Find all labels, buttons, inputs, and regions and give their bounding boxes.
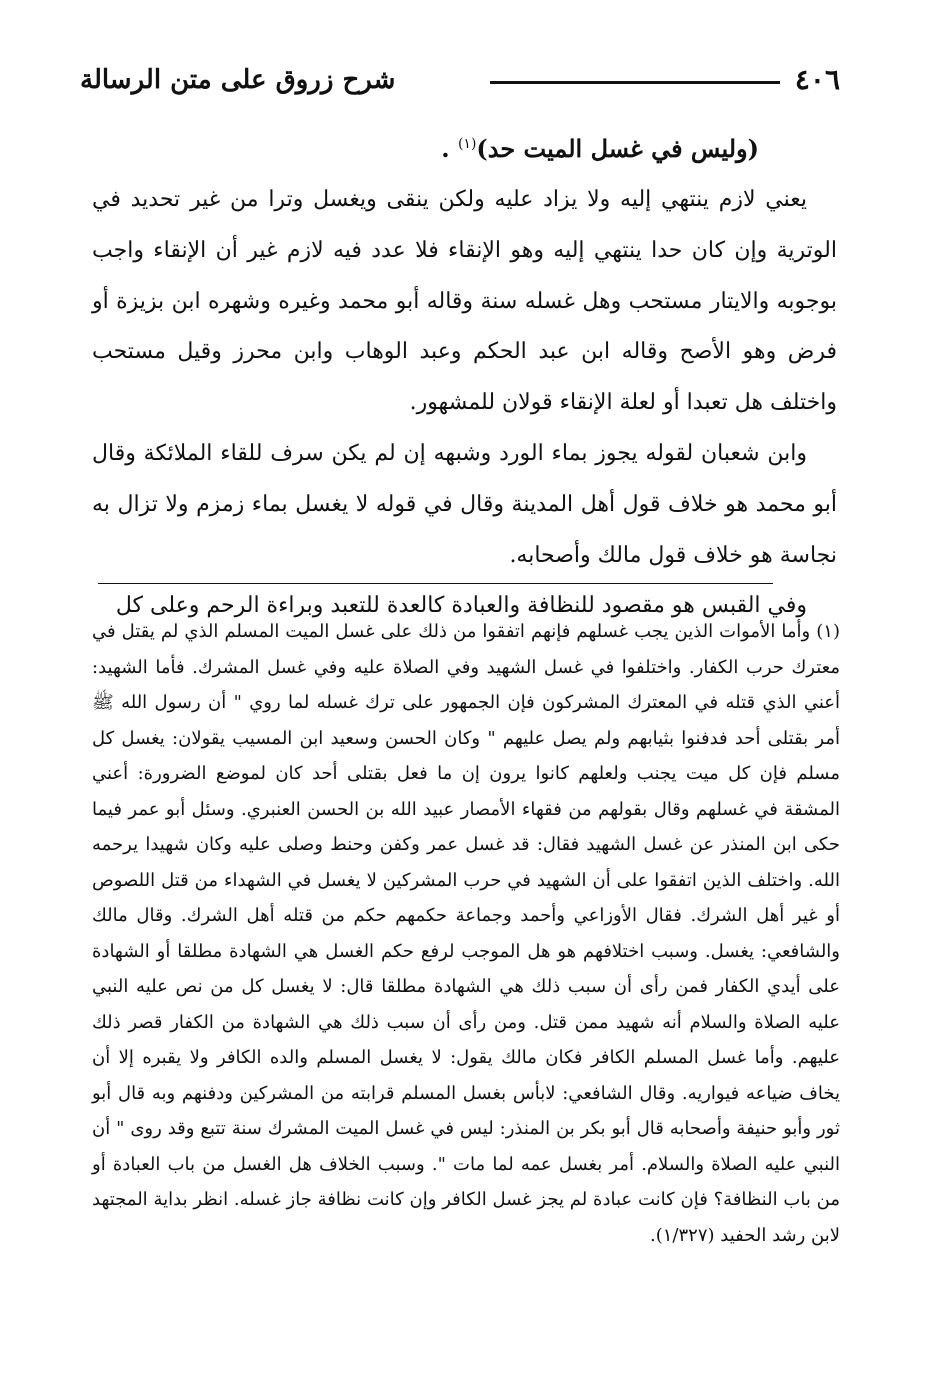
footnote-marker: (١) (816, 621, 840, 642)
running-title: شرح زروق على متن الرسالة (80, 65, 396, 95)
paragraph-2: وابن شعبان لقوله يجوز بماء الورد وشبهه إن لم يكن سرف للقاء الملائكة وقال أبو محمد هو خلاف قول أهل المدينة وقال في قوله لا يغسل بماء زمزم ولا تزال به نجاسة هو خلاف قول مالك وأصحابه. (92, 440, 837, 568)
main-text (92, 118, 837, 632)
heading-end: . (441, 134, 450, 163)
footnote (92, 614, 840, 1253)
paragraph-3: وفي القبس هو مقصود للنظافة والعبادة كالعدة للتعبد وبراءة الرحم وعلى كل (115, 593, 807, 619)
footnote-divider (98, 583, 773, 584)
header-rule (490, 81, 780, 84)
heading-footnote-ref: (١) (457, 136, 477, 152)
page-number: ٤٠٦ (794, 63, 840, 96)
footnote-text: وأما الأموات الذين يجب غسلهم فإنهم اتفقوا من ذلك على غسل الميت المسلم الذي لم يقتل في معترك حرب الكفار. واختلفوا في غسل الشهيد وفي الصلاة عليه وفي غسل المشرك. فأما الشهيد: أعني الذي قتله في المعترك المشركون فإن الجمهور على ترك غسله لما روي " أن رسول الله ﷺ أمر بقتلى أحد فدفنوا بثيابهم ولم يصل عليهم " وكان الحسن وسعيد ابن المسيب يقولان: يغسل كل مسلم فإن كل ميت يجنب ولعلهم كانوا يرون إن ما فعل بقتلى أحد كان لموضع الضرورة: أعني المشقة في غسلهم وقال بقولهم من فقهاء الأمصار عبيد الله بن الحسن العنبري. وسئل أبو عمر فيما حكى ابن المنذر عن غسل الشهيد فقال: قد غسل عمر وكفن وحنط وصلى عليه وكان شهيدا يرحمه الله. واختلف الذين اتفقوا على أن الشهيد في حرب المشركين لا يغسل في الشهداء من قتل اللصوص أو غير أهل الشرك. فقال الأوزاعي وأحمد وجماعة حكمهم حكم من قتله أهل الشرك. وقال مالك والشافعي: يغسل. وسبب اختلافهم هو هل الموجب لرفع حكم الغسل هي الشهادة مطلقا أو الشهادة على أيدي الكفار فمن رأى أن سبب ذلك هي الشهادة مطلقا قال: لا يغسل كل من نص عليه النبي عليه الصلاة والسلام أنه شهيد ممن قتل. ومن رأى أن سبب ذلك هي الشهادة من الكفار قصر ذلك عليهم. وأما غسل المسلم الكافر فكان مالك يقول: لا يغسل المسلم والده الكافر ولا يقبره إلا أن يخاف ضياعه فيواريه. وقال الشافعي: لابأس بغسل المسلم قرابته من المشركين ودفنهم وبه قال أبو ثور وأبو حنيفة وأصحابه قال أبو بكر بن المنذر: ليس في غسل الميت المشرك سنة تتبع وقد روى " أن النبي عليه الصلاة والسلام. أمر بغسل عمه لما مات ". وسبب الخلاف هل الغسل من باب العبادة أو من باب النظافة؟ فإن كانت عبادة لم يجز غسل الكافر وإن كانت نظافة جاز غسله. انظر بداية المجتهد لابن رشد الحفيد (١/٣٢٧). (92, 621, 840, 1246)
page-header (80, 62, 840, 102)
paragraph-1: يعني لازم ينتهي إليه ولا يزاد عليه ولكن ينقى ويغسل وترا من غير تحديد في الوترية وإن كان حدا ينتهي إليه وهو الإنقاء فلا عدد فيه لازم غير أن الإنقاء واجب بوجوبه والايتار مستحب وهل غسله سنة وقاله أبو محمد وغيره وشهره ابن بزيزة أو فرض وهو الأصح وقاله ابن عبد الحكم وعبد الوهاب وابن محرز وقيل مستحب واختلف هل تعبدا أو لعلة الإنقاء قولان للمشهور. (92, 187, 837, 416)
heading-text: (وليس في غسل الميت حد) (476, 134, 759, 163)
text-heading (92, 118, 837, 175)
